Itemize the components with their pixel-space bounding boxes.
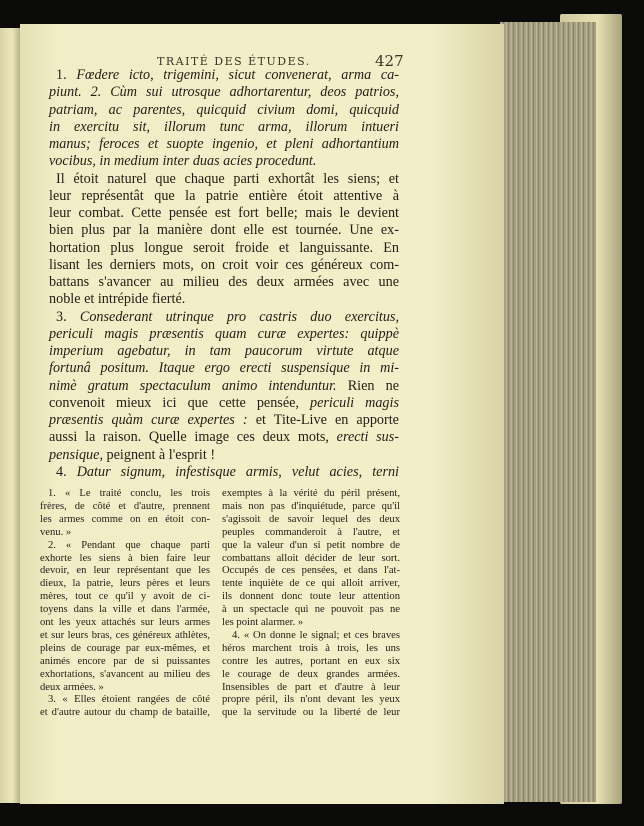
footnote-line xyxy=(222,643,400,654)
body-text-line xyxy=(49,102,399,119)
italic-text: piunt. 2. Cùm sui utrosque adhortarentur, deos patrios, xyxy=(49,84,399,101)
footnote-line xyxy=(40,643,210,654)
footnote-line xyxy=(48,694,210,705)
body-text-line xyxy=(49,360,399,377)
body-text-line xyxy=(49,447,399,464)
body-text-line xyxy=(49,222,399,239)
body-text-line xyxy=(56,309,399,326)
footnote-line xyxy=(222,669,400,680)
text: ont les yeux attachés sur leurs armes xyxy=(40,617,210,628)
footnote-line xyxy=(40,514,210,525)
body-text-line xyxy=(49,240,399,257)
italic-text: nimè gratum spectaculum animo intenduntur. xyxy=(49,377,337,394)
italic-text: erecti sus- xyxy=(336,429,399,446)
footnote-line xyxy=(48,540,210,551)
body-text-line xyxy=(49,84,399,101)
running-title: TRAITÉ DES ÉTUDES. xyxy=(157,55,311,68)
footnote-line xyxy=(40,578,210,589)
text: tente inquiète de ce qui alloit arriver, xyxy=(222,578,400,590)
text: à un spectacle qui ne pouvoit pas ne xyxy=(222,604,400,616)
italic-text: pensique xyxy=(49,446,100,463)
footnote-line xyxy=(40,656,210,667)
footnote-line xyxy=(222,501,400,512)
footnote-line xyxy=(222,527,400,538)
footnote-line xyxy=(40,630,210,641)
text: pleins de courage par eux-mêmes, et xyxy=(40,642,210,654)
text: 2. « Pendant que chaque parti xyxy=(48,539,210,551)
text: toyens dans la ville et dans l'armée, xyxy=(40,604,210,616)
footnote-line xyxy=(222,694,400,705)
text: contre les autres, portant en eux six xyxy=(222,655,400,667)
text: et sur leurs bras, ces généreux athlètes, xyxy=(40,629,210,641)
text: combattans alloit décider de leur sort. xyxy=(222,552,400,564)
footnote-line xyxy=(40,682,210,693)
body-text-line xyxy=(49,119,399,136)
text: 3. « Elles étoient rangées de côté xyxy=(48,694,210,706)
text: leur représentât que la patrie entière étoit attentive à xyxy=(49,187,399,204)
footnote-line xyxy=(40,707,210,718)
body-text-line xyxy=(56,67,399,84)
text: les armes comme on en étoit con- xyxy=(40,513,210,525)
footnote-line xyxy=(222,540,400,551)
page-number: 427 xyxy=(375,52,404,70)
text: le courage de deux grandes armées. xyxy=(222,668,400,680)
text: animés encore par de si puissantes xyxy=(40,655,210,667)
footnote-line xyxy=(48,488,210,499)
text: mères, tout ce qu'il y avoit de ci- xyxy=(40,591,210,603)
italic-text: præsentis quàm curæ expertes : xyxy=(49,412,248,428)
facing-page-edge xyxy=(0,28,20,803)
footnote-line xyxy=(222,682,400,693)
text: ils donnent donc toute leur attention xyxy=(222,591,400,603)
text: 4. « On donne le signal; et ces braves xyxy=(232,629,400,641)
text: deux armées. » xyxy=(40,681,104,693)
text: battans s'avancer au milieu des deux armées avec une xyxy=(49,274,399,290)
footnote-line xyxy=(40,669,210,680)
italic-text: Consederant utrinque pro castris duo exercitus, xyxy=(79,308,400,325)
body-text-line xyxy=(49,291,399,308)
text: que la valeur d'un si petit nombre de xyxy=(222,539,400,551)
text: exhorte les siens à bien faire leur xyxy=(40,552,210,564)
body-text-line xyxy=(49,274,399,291)
text: Il étoit naturel que chaque parti exhortât les siens; et xyxy=(56,170,399,187)
italic-text: periculi magis præsentis quam curæ expertes: quippè xyxy=(49,325,399,342)
text: leur combat. Cette pensée est fort belle; mais le devient xyxy=(49,205,399,221)
italic-text: vocibus, in medium inter duas acies procedunt. xyxy=(49,153,317,170)
text: les point alarmer. » xyxy=(222,617,304,628)
body-text-line xyxy=(56,171,399,188)
footnote-line xyxy=(40,604,210,615)
text: exemptes à la vérité du péril présent, xyxy=(222,488,400,499)
body-text-line xyxy=(49,153,399,170)
italic-text: periculi magis xyxy=(309,394,399,411)
italic-text: manus; feroces et suopte ingenio, et pleni adhortantium xyxy=(49,136,399,152)
footnote-line xyxy=(222,488,400,499)
footnote-line xyxy=(222,553,400,564)
text: Occupés de ces pensées, et dans l'at- xyxy=(222,565,400,577)
body-text-line xyxy=(49,429,399,446)
footnote-line xyxy=(222,565,400,576)
text: aussi la raison. Quelle image ces deux mots, xyxy=(49,429,337,446)
text: Rien ne xyxy=(336,377,400,394)
footnote-line xyxy=(40,527,210,538)
body-text-line xyxy=(49,378,399,395)
italic-text: in exercitu sit, illorum tunc arma, illorum intueri xyxy=(49,118,399,135)
footnote-line xyxy=(40,617,210,628)
body-text-line xyxy=(49,257,399,274)
text: et d'autre autour du champ de bataille, xyxy=(40,707,210,719)
text: 3. xyxy=(56,308,80,325)
footnote-line xyxy=(40,553,210,564)
text: , peignent à l'esprit ! xyxy=(99,446,216,463)
footnote-line xyxy=(40,565,210,576)
body-text-line xyxy=(49,136,399,153)
footnote-line xyxy=(40,501,210,512)
italic-text: patriam, ac parentes, quicquid civium domi, quicquid xyxy=(49,101,399,118)
text: devoir, en leur représentant que les xyxy=(40,565,210,577)
text: héros marchent trois à trois, les uns xyxy=(222,642,400,654)
footnote-line xyxy=(222,617,400,628)
text: Insensibles de part et d'autre à leur xyxy=(222,681,400,693)
footnote-line xyxy=(232,630,400,641)
text: venu. » xyxy=(40,526,72,538)
text: 1. « Le traité conclu, les trois xyxy=(48,488,210,499)
body-text-line xyxy=(49,343,399,360)
italic-text: imperium agebatur, in tam paucorum virtute atque xyxy=(49,343,399,359)
body-text-line xyxy=(49,412,399,429)
body-text-line xyxy=(49,395,399,412)
text: peuples commanderoit à l'autre, et xyxy=(222,526,400,538)
text: noble et intrépide fierté. xyxy=(49,291,186,308)
text: hortation plus longue seroit froide et languissante. En xyxy=(49,239,399,256)
text: bien plus par la manière dont elle est tournée. Une ex- xyxy=(49,222,399,239)
footnote-line xyxy=(222,578,400,589)
text: exhortations, s'avancent au milieu des xyxy=(40,668,210,680)
footnote-line xyxy=(40,591,210,602)
text: 4. xyxy=(56,463,77,480)
footnote-line xyxy=(222,656,400,667)
italic-text: Datur signum, infestisque armis, velut acies, terni xyxy=(76,463,399,480)
text: que la servitude ou la liberté de leur xyxy=(222,707,400,719)
text: mais non pas d'inquiétude, parce qu'il xyxy=(222,500,400,512)
text: convenoit mieux ici que cette pensée, xyxy=(49,394,310,411)
italic-text: Fœdere icto, trigemini, sicut convenerat, arma ca- xyxy=(76,67,400,83)
body-text-line xyxy=(56,464,399,481)
italic-text: fortunâ positum. Itaque ergo erecti suspensique in mi- xyxy=(49,360,399,377)
page-fore-edge xyxy=(500,22,596,802)
text: s'agissoit de savoir lequel des deux xyxy=(222,513,400,525)
footnote-line xyxy=(222,604,400,615)
text: lisant les derniers mots, on croit voir ces généreux com- xyxy=(49,256,399,273)
footnote-line xyxy=(222,707,400,718)
text: dieux, la patrie, leurs pères et leurs xyxy=(40,578,210,590)
text: 1. xyxy=(56,67,77,83)
body-text-line xyxy=(49,205,399,222)
footnote-line xyxy=(222,514,400,525)
text: frères, de côté et d'autre, prennent xyxy=(40,500,210,512)
body-text-line xyxy=(49,326,399,343)
text: et Tite-Live en apporte xyxy=(247,412,399,428)
footnote-line xyxy=(222,591,400,602)
body-text-line xyxy=(49,188,399,205)
text: propre péril, ils n'ont devant les yeux xyxy=(222,694,400,706)
